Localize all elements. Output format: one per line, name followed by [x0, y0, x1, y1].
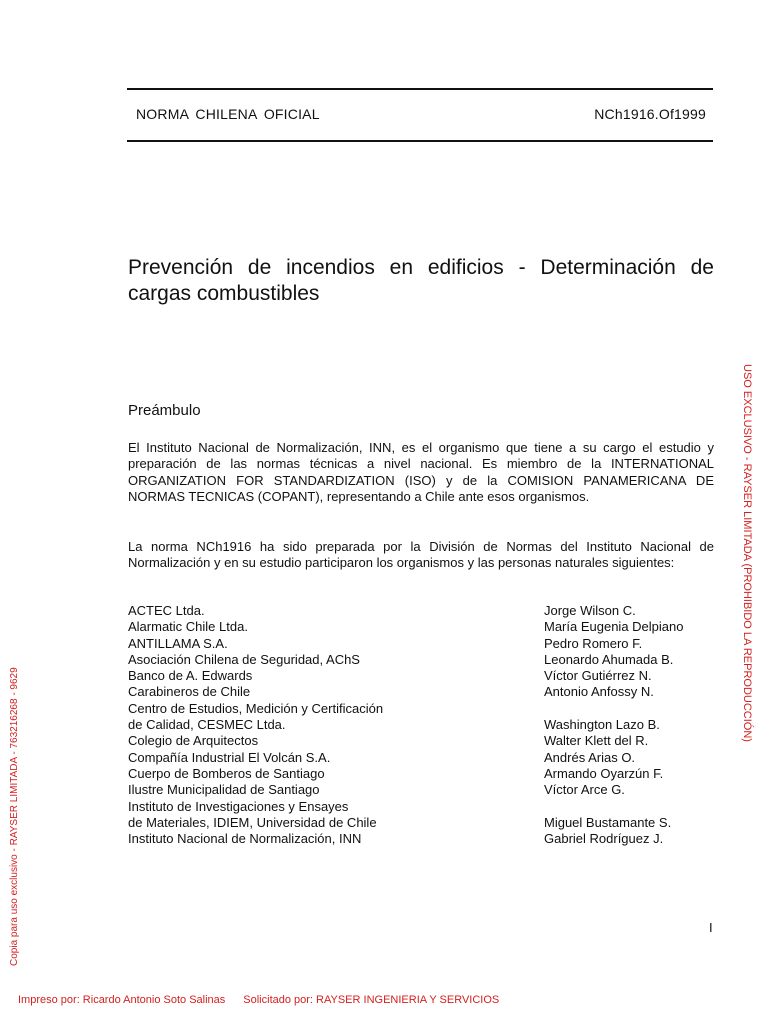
printed-by-text: Impreso por: Ricardo Antonio Soto Salinas [18, 994, 226, 1006]
organization-name: Compañía Industrial El Volcán S.A. [128, 749, 331, 765]
person-name: Jorge Wilson C. [544, 603, 636, 618]
person-name: Pedro Romero F. [544, 635, 643, 651]
participants-list [128, 603, 714, 847]
person-name: Antonio Anfossy N. [544, 684, 654, 700]
list-item [128, 636, 714, 652]
list-item [128, 652, 714, 668]
organization-name: ANTILLAMA S.A. [128, 635, 228, 651]
person-name: Gabriel Rodríguez J. [544, 831, 664, 847]
organization-name: Asociación Chilena de Seguridad, AChS [128, 651, 360, 667]
organization-name: Colegio de Arquitectos [128, 733, 259, 749]
header-bottom-rule [127, 140, 713, 142]
person-name: Walter Klett del R. [544, 733, 649, 749]
standard-code: NCh1916.Of1999 [594, 106, 706, 122]
organization-name: Instituto Nacional de Normalización, INN [128, 831, 362, 847]
organization-name: Instituto de Investigaciones y Ensayes de Materiales, IDIEM, Universidad de Chile [128, 798, 377, 830]
list-item [128, 750, 714, 766]
list-item [128, 831, 714, 847]
usage-watermark-right: USO EXCLUSIVO - RAYSER LIMITADA (PROHIBIDO LA REPRODUCCIÓN) [741, 364, 753, 742]
list-item [128, 619, 714, 635]
person-name: Miguel Bustamante S. [544, 814, 672, 830]
list-item [128, 701, 714, 734]
list-item [128, 799, 714, 832]
organization-name: Ilustre Municipalidad de Santiago [128, 782, 320, 798]
list-item [128, 782, 714, 798]
list-item [128, 603, 714, 619]
person-name: Víctor Gutiérrez N. [544, 668, 652, 684]
organization-name: Carabineros de Chile [128, 684, 251, 700]
person-name: Víctor Arce G. [544, 782, 625, 798]
organization-name: Alarmatic Chile Ltda. [128, 619, 248, 635]
standard-type-label: NORMA CHILENA OFICIAL [136, 106, 320, 122]
person-name: Andrés Arias O. [544, 749, 636, 765]
header-top-rule [127, 88, 713, 90]
print-footer [18, 994, 499, 1006]
person-name: María Eugenia Delpiano [544, 619, 684, 635]
copy-watermark-left: Copia para uso exclusivo - RAYSER LIMITADA - 763216268 - 9629 [9, 667, 20, 966]
list-item [128, 766, 714, 782]
organization-name: ACTEC Ltda. [128, 603, 205, 618]
list-item [128, 733, 714, 749]
list-item [128, 684, 714, 700]
organization-name: Centro de Estudios, Medición y Certificación de Calidad, CESMEC Ltda. [128, 700, 384, 733]
preamble-paragraph-1: El Instituto Nacional de Normalización, INN, es el organismo que tiene a su cargo el estudio y preparación de las normas técnicas a nivel nacional. Es miembro de la INTERNATIONAL ORGANIZATION FOR STANDARDIZATION (ISO) y de la COMISION PANAMERICANA DE NORMAS TECNICAS (COPANT), representando a Chile ante esos organismos. [128, 440, 714, 504]
person-name: Washington Lazo B. [544, 717, 660, 733]
person-name: Armando Oyarzún F. [544, 765, 664, 781]
page-number: I [709, 920, 713, 935]
document-title: Prevención de incendios en edificios - Determinación de cargas combustibles [128, 256, 714, 305]
requested-by-text: Solicitado por: RAYSER INGENIERIA Y SERVICIOS [243, 994, 500, 1006]
list-item [128, 668, 714, 684]
section-heading: Preámbulo [128, 402, 201, 419]
organization-name: Cuerpo de Bomberos de Santiago [128, 765, 325, 781]
organization-name: Banco de A. Edwards [128, 668, 253, 684]
preamble-paragraph-2: La norma NCh1916 ha sido preparada por la División de Normas del Instituto Nacional de Normalización y en su estudio participaron los organismos y las personas naturales siguientes: [128, 539, 714, 571]
person-name: Leonardo Ahumada B. [544, 651, 674, 667]
